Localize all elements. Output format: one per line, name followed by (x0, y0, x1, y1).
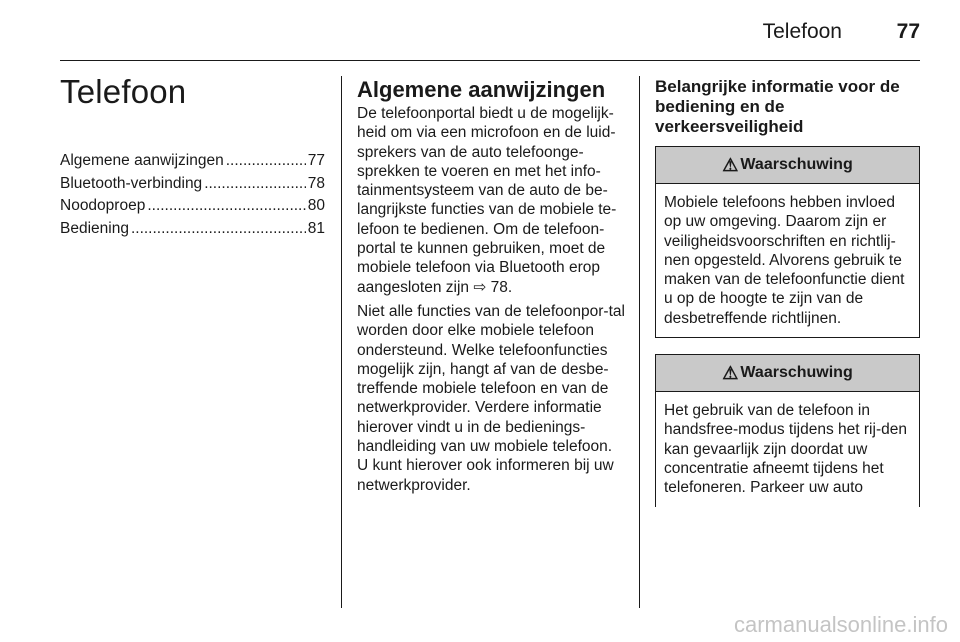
warning-box (655, 146, 920, 338)
toc-page: 78 (307, 174, 325, 192)
toc-label: Noodoproep (60, 197, 146, 215)
safety-column (655, 77, 920, 507)
toc-label: Algemene aanwijzingen (60, 152, 224, 169)
column-divider-1 (341, 76, 342, 608)
toc-leader (204, 173, 306, 196)
toc-item-algemene-aanwijzingen[interactable] (60, 150, 325, 173)
chapter-column (60, 72, 325, 241)
section-heading: Belangrijke informatie voor de bediening en de verkeersveiligheid (655, 77, 900, 136)
toc-item-noodoproep[interactable] (60, 195, 325, 218)
warning-title: Waarschuwing (740, 364, 853, 382)
warning-header (656, 147, 919, 184)
reference-page: 78. (490, 278, 513, 296)
warning-title: Waarschuwing (740, 156, 853, 173)
running-title: Telefoon (762, 20, 842, 43)
body-paragraph (357, 104, 625, 297)
warning-text: Het gebruik van de telefoon in handsfree-modus tijdens het rij-den kan gevaarlijk zijn doordat uw concentratie afneemt tijdens het telefoneren. Parkeer uw auto (664, 402, 907, 497)
toc-leader (131, 218, 306, 241)
warning-header (656, 355, 919, 392)
warning-text: Mobiele telefoons hebben invloed op uw omgeving. Daarom zijn er veiligheidsvoorschriften en richtlij-nen opgesteld. Alvorens gebruik te maken van de telefoonfunctie dient u op de hoogte te zijn van de desbetreffende richtlijnen. (664, 194, 905, 327)
toc-item-bluetooth-verbinding[interactable] (60, 173, 325, 196)
table-of-contents (60, 150, 325, 241)
toc-page: 81 (307, 220, 325, 238)
section-heading: Algemene aanwijzingen (357, 77, 606, 102)
toc-page: 80 (307, 197, 325, 215)
warning-box (655, 354, 920, 506)
paragraph-text: De telefoonportal biedt u de mogelijk-heid om via een microfoon en de luid-sprekers van de auto telefoonge-sprekken te voeren en met het info-tainmentsysteem van de auto de be-langrijkste functies van de mobiele te-lefoon te bedienen. Om de telefoon-portal te kunnen gebruiken, moet de mobiele telefoon via Bluetooth erop aangesloten zijn (357, 105, 617, 296)
reference-arrow-icon: ⇨ (473, 278, 487, 296)
chapter-title: Telefoon (60, 73, 187, 110)
general-info-column (357, 76, 625, 495)
page-header (60, 16, 920, 62)
toc-item-bediening[interactable] (60, 218, 325, 241)
body-paragraph: Niet alle functies van de telefoonpor-tal worden door elke mobiele telefoon ondersteund. Welke telefoonfuncties mogelijk zijn, hangt af van de desbe-treffende mobiele telefoon en van de netwerkprovider. Verdere informatie hierover vindt u in de bedienings-handleiding van uw mobiele telefoon. U kunt hierover ook informeren bij uw netwerkprovider. (357, 302, 625, 494)
column-divider-2 (639, 76, 640, 608)
warning-triangle-icon: ⚠ (722, 362, 739, 383)
header-rule (60, 60, 920, 61)
page-reference-link[interactable] (473, 279, 512, 296)
toc-leader (226, 150, 306, 173)
toc-label: Bluetooth-verbinding (60, 174, 203, 192)
warning-triangle-icon: ⚠ (722, 154, 739, 175)
watermark: carmanualsonline.info (733, 612, 948, 637)
toc-page: 77 (307, 152, 325, 169)
page-number: 77 (896, 20, 920, 43)
toc-label: Bediening (60, 220, 129, 238)
toc-leader (147, 195, 305, 218)
